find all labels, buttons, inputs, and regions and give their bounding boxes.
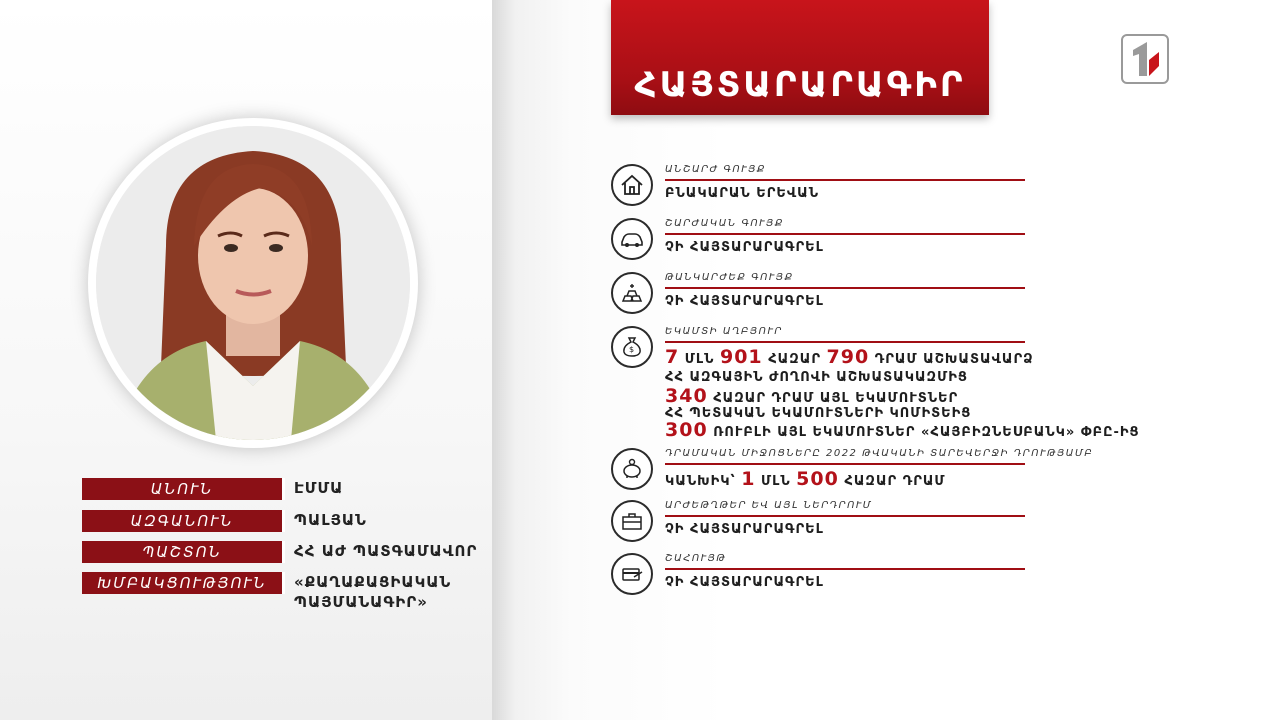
item-category: ԹԱՆԿԱՐԺԵՔ ԳՈՒՅՔ — [665, 272, 794, 283]
item-category: ՇԱՐԺԱԿԱՆ ԳՈՒՅՔ — [665, 218, 784, 229]
info-label: ԽՄԲԱԿՑՈՒԹՅՈՒՆ — [82, 572, 285, 594]
cash-text: ՀԱԶԱՐ ԴՐԱՄ — [844, 474, 946, 489]
cash-number: 500 — [796, 468, 839, 490]
income-line-source: ՀՀ ՊԵՏԱԿԱՆ ԵԿԱՄՈՒՏՆԵՐԻ ԿՈՄԻՏԵԻՑ — [665, 406, 972, 421]
info-value: ՀՀ ԱԺ ՊԱՏԳԱՄԱՎՈՐ — [294, 542, 478, 560]
item-divider — [665, 515, 1025, 517]
item-divider — [665, 233, 1025, 235]
item-securities — [611, 500, 1131, 546]
info-value-line2: ՊԱՅՄԱՆԱԳԻՐ» — [294, 593, 428, 611]
item-category: ՇԱՀՈՒՅԹ — [665, 553, 727, 564]
item-category: ԵԿԱՄՏԻ ԱՂԲՅՈՒՐ — [665, 326, 783, 337]
income-line-rubles — [665, 419, 1140, 441]
house-icon — [611, 164, 653, 206]
item-divider — [665, 179, 1025, 181]
header-banner — [611, 0, 989, 115]
card-icon — [611, 553, 653, 595]
cash-text: ՄԼՆ — [760, 474, 791, 489]
income-number: 7 — [665, 346, 680, 368]
page-title: ՀԱՅՏԱՐԱՐԱԳԻՐ — [634, 65, 966, 105]
item-valuables — [611, 272, 1131, 318]
info-label: ԱՆՈՒՆ — [82, 478, 285, 500]
item-value: ՉԻ ՀԱՅՏԱՐԱՐԱԳՐԵԼ — [665, 294, 824, 309]
item-divider — [665, 287, 1025, 289]
car-icon — [611, 218, 653, 260]
briefcase-icon — [611, 500, 653, 542]
item-value: ՉԻ ՀԱՅՏԱՐԱՐԱԳՐԵԼ — [665, 575, 824, 590]
gold-bars-icon — [611, 272, 653, 314]
income-number: 300 — [665, 419, 708, 441]
item-category: ԱՆՇԱՐԺ ԳՈՒՅՔ — [665, 164, 766, 175]
item-value: ԲՆԱԿԱՐԱՆ ԵՐԵՎԱՆ — [665, 186, 820, 201]
income-number: 901 — [719, 346, 763, 368]
info-label: ԱԶԳԱՆՈՒՆ — [82, 510, 285, 532]
info-value: ՊԱԼՅԱՆ — [294, 511, 367, 529]
piggy-bank-icon — [611, 448, 653, 490]
income-number: 340 — [665, 385, 708, 407]
item-divider — [665, 341, 1025, 343]
channel-logo — [1121, 34, 1169, 84]
income-number: 790 — [826, 346, 870, 368]
info-value-line1: «ՔԱՂԱՔԱՑԻԱԿԱՆ — [294, 573, 452, 591]
svg-text:$: $ — [629, 345, 635, 354]
item-movable — [611, 218, 1131, 264]
income-text: ԴՐԱՄ ԱՇԽԱՏԱՎԱՐՁ — [874, 352, 1034, 367]
item-income — [611, 326, 1140, 446]
item-category: ԴՐԱՄԱԿԱՆ ՄԻՋՈՑՆԵՐԸ 2022 ԹՎԱԿԱՆԻ ՏԱՐԵՎԵՐՋԻ ԴՐՈՒԹՅԱՄԲ — [665, 448, 1094, 459]
info-label: ՊԱՇՏՈՆ — [82, 541, 285, 563]
income-text: ՄԼՆ — [684, 352, 715, 367]
cash-value — [665, 468, 946, 490]
item-divider — [665, 568, 1025, 570]
money-bag-icon — [611, 326, 653, 368]
cash-number: 1 — [741, 468, 756, 490]
item-value: ՉԻ ՀԱՅՏԱՐԱՐԱԳՐԵԼ — [665, 522, 824, 537]
portrait-photo — [96, 126, 410, 440]
item-cash — [611, 448, 1131, 494]
income-line-other — [665, 385, 958, 407]
info-value: ԷՄՄԱ — [294, 479, 344, 497]
income-text: ՀԱԶԱՐ ԴՐԱՄ ԱՅԼ ԵԿԱՄՈՒՏՆԵՐ — [713, 391, 959, 406]
item-divider — [665, 463, 1025, 465]
income-line-source: ՀՀ ԱԶԳԱՅԻՆ ԺՈՂՈՎԻ ԱՇԽԱՏԱԿԱԶՄԻՑ — [665, 370, 968, 385]
item-real-estate — [611, 164, 1131, 210]
item-value: ՉԻ ՀԱՅՏԱՐԱՐԱԳՐԵԼ — [665, 240, 824, 255]
income-line-salary — [665, 346, 1034, 368]
income-text: ՌՈՒԲԼԻ ԱՅԼ ԵԿԱՄՈՒՏՆԵՐ «ՀԱՅԲԻԶՆԵՍԲԱՆԿ» ՓԲԸ-ԻՑ — [713, 425, 1140, 440]
item-category: ԱՐԺԵԹՂԹԵՐ ԵՎ ԱՅԼ ՆԵՐԴՐՈՒՄ — [665, 500, 873, 511]
item-loans — [611, 553, 1131, 599]
cash-prefix: ԿԱՆԽԻԿ՝ — [665, 474, 736, 489]
income-text: ՀԱԶԱՐ — [768, 352, 821, 367]
